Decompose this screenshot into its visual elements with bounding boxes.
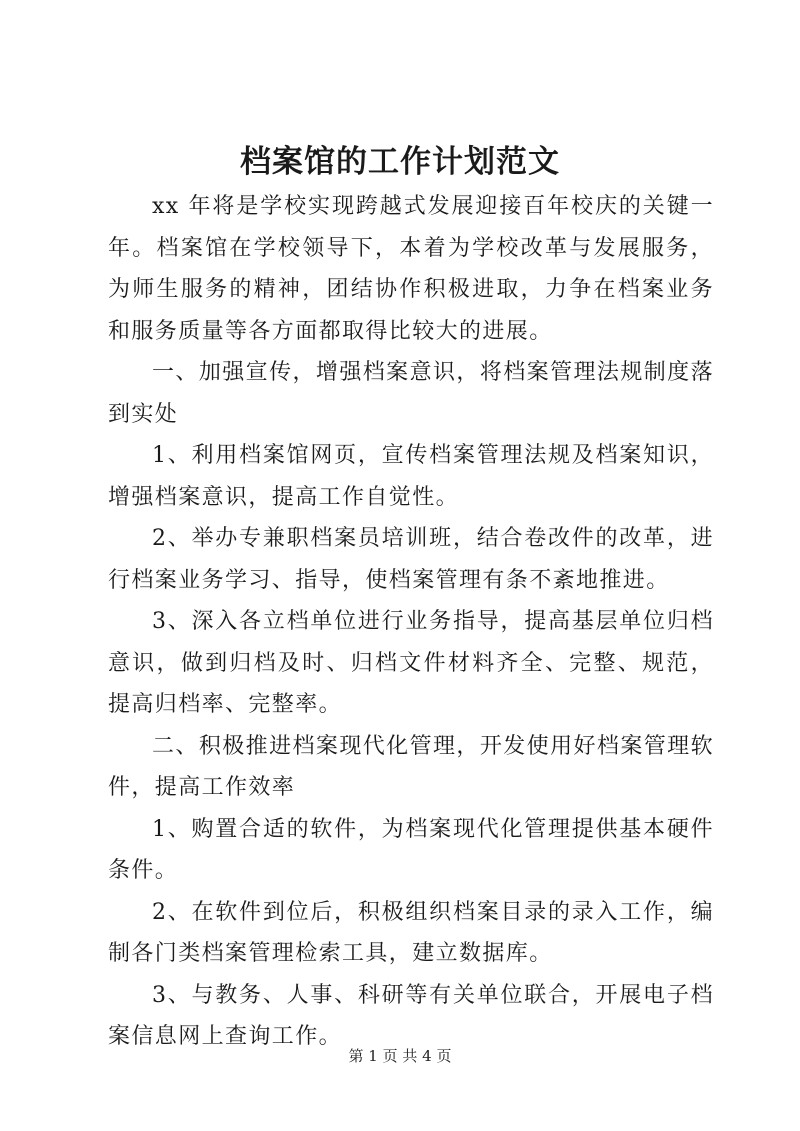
- document-title: 档案馆的工作计划范文: [240, 144, 560, 180]
- section-heading-1: 一、加强宣传，增强档案意识，将档案管理法规制度落到实处: [108, 360, 714, 427]
- list-item-1-1: 1、利用档案馆网页，宣传档案管理法规及档案知识，增强档案意识，提高工作自觉性。: [108, 443, 714, 510]
- list-item-2-3: 3、与教务、人事、科研等有关单位联合，开展电子档案信息网上查询工作。: [108, 982, 714, 1049]
- document-body: [108, 186, 714, 1058]
- section-heading-2: 二、积极推进档案现代化管理，开发使用好档案管理软件，提高工作效率: [108, 733, 714, 800]
- list-item-2-2: 2、在软件到位后，积极组织档案目录的录入工作，编制各门类档案管理检索工具，建立数据库。: [108, 899, 714, 966]
- list-item-2-1: 1、购置合适的软件，为档案现代化管理提供基本硬件条件。: [108, 816, 714, 883]
- intro-paragraph: xx 年将是学校实现跨越式发展迎接百年校庆的关键一年。档案馆在学校领导下，本着为学校改革与发展服务，为师生服务的精神，团结协作积极进取，力争在档案业务和服务质量等各方面都取得比较大的进展。: [108, 194, 714, 344]
- page-number-footer: 第 1 页 共 4 页: [348, 1047, 452, 1065]
- list-item-1-3: 3、深入各立档单位进行业务指导，提高基层单位归档意识，做到归档及时、归档文件材料齐全、完整、规范，提高归档率、完整率。: [108, 609, 714, 717]
- list-item-1-2: 2、举办专兼职档案员培训班，结合卷改件的改革，进行档案业务学习、指导，使档案管理有条不紊地推进。: [108, 526, 714, 593]
